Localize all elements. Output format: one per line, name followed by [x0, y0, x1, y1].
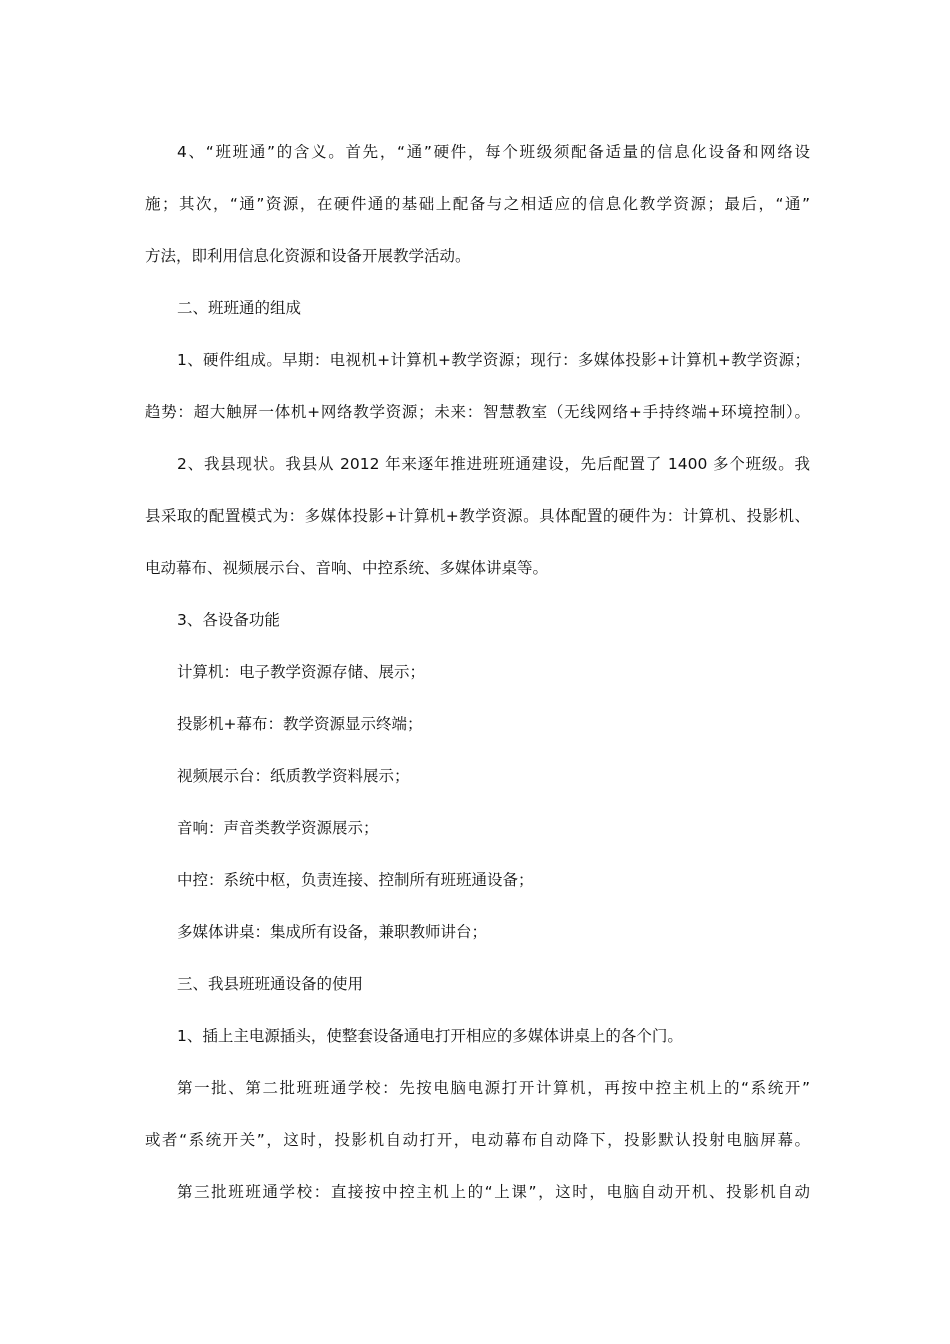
- paragraph-line: 施；其次，“通”资源，在硬件通的基础上配备与之相适应的信息化教学资源；最后，“通”: [145, 195, 810, 213]
- paragraph-line: 县采取的配置模式为：多媒体投影+计算机+教学资源。具体配置的硬件为：计算机、投影机、: [145, 507, 810, 525]
- paragraph-line: 趋势：超大触屏一体机+网络教学资源；未来：智慧教室（无线网络+手持终端+环境控制）。: [145, 403, 810, 421]
- paragraph-line: 电动幕布、视频展示台、音响、中控系统、多媒体讲桌等。: [145, 559, 549, 577]
- paragraph-line: 1、硬件组成。早期：电视机+计算机+教学资源；现行：多媒体投影+计算机+教学资源；: [177, 351, 810, 369]
- subsection-heading: 3、各设备功能: [177, 611, 280, 629]
- section-heading: 二、班班通的组成: [177, 299, 302, 317]
- section-heading: 三、我县班班通设备的使用: [177, 975, 364, 993]
- paragraph-line: 第三批班班通学校：直接按中控主机上的“上课”，这时，电脑自动开机、投影机自动: [177, 1183, 810, 1201]
- list-item: 视频展示台：纸质教学资料展示；: [177, 767, 410, 785]
- list-item: 多媒体讲桌：集成所有设备，兼职教师讲台；: [177, 923, 488, 941]
- paragraph-line: 4、“班班通”的含义。首先，“通”硬件，每个班级须配备适量的信息化设备和网络设: [177, 143, 810, 161]
- list-item: 中控：系统中枢，负责连接、控制所有班班通设备；: [177, 871, 534, 889]
- list-item: 计算机：电子教学资源存储、展示；: [177, 663, 426, 681]
- paragraph-line: 第一批、第二批班班通学校：先按电脑电源打开计算机，再按中控主机上的“系统开”: [177, 1079, 810, 1097]
- paragraph-line: 或者“系统开关”，这时，投影机自动打开，电动幕布自动降下，投影默认投射电脑屏幕。: [145, 1131, 810, 1149]
- paragraph-line: 方法，即利用信息化资源和设备开展教学活动。: [145, 247, 471, 265]
- list-item: 音响：声音类教学资源展示；: [177, 819, 379, 837]
- paragraph-line: 2、我县现状。我县从 2012 年来逐年推进班班通建设，先后配置了 1400 多个班级。我: [177, 455, 810, 473]
- paragraph-line: 1、插上主电源插头，使整套设备通电打开相应的多媒体讲桌上的各个门。: [177, 1027, 683, 1045]
- list-item: 投影机+幕布：教学资源显示终端；: [177, 715, 423, 733]
